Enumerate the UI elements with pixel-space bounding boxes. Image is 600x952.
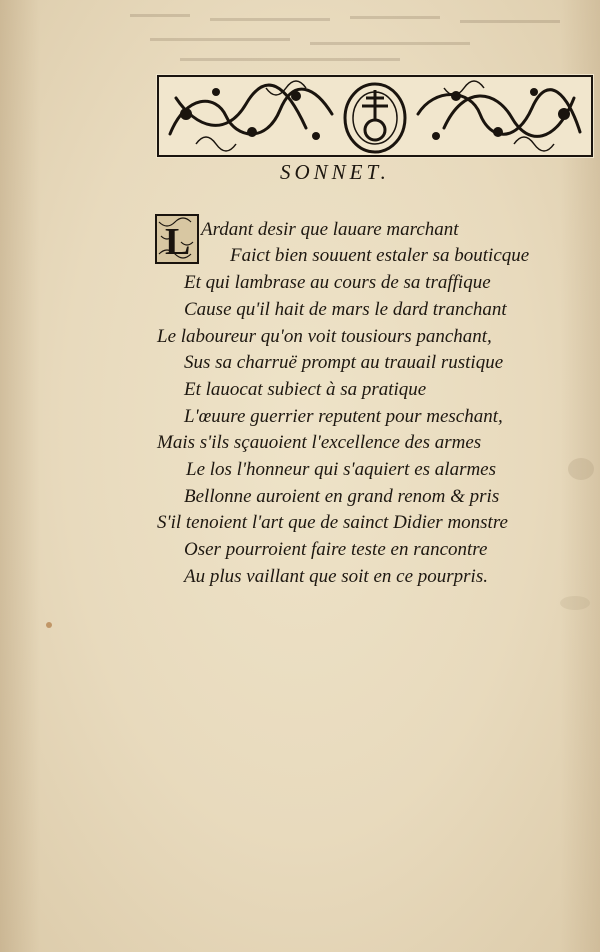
paper-stain: [46, 622, 52, 628]
paper-stain: [568, 458, 594, 480]
poem-line: Au plus vaillant que soit en ce pourpris.: [184, 566, 488, 587]
poem-line: Cause qu'il hait de mars le dard tranchant: [184, 299, 507, 320]
poem-line: Et lauocat subiect à sa pratique: [184, 379, 427, 400]
paper-stain: [560, 596, 590, 610]
poem-line: Le laboureur qu'on voit tousiours panchant,: [157, 326, 492, 347]
poem-line: S'il tenoient l'art que de sainct Didier monstre: [157, 512, 508, 533]
poem-line: Faict bien souuent estaler sa bouticque: [230, 245, 530, 266]
poem-line: Le los l'honneur qui s'aquiert es alarmes: [186, 459, 497, 480]
poem-line: Bellonne auroient en grand renom & pris: [184, 486, 500, 507]
poem-line: Ardant desir que lauare marchant: [201, 219, 459, 240]
drop-cap-letter: L: [165, 221, 191, 263]
poem-line: Oser pourroient faire teste en rancontre: [184, 539, 488, 560]
poem-line: Sus sa charruë prompt au trauail rustique: [184, 352, 504, 373]
poem-line: Mais s'ils sçauoient l'excellence des armes: [157, 432, 482, 453]
poem-line: Et qui lambrase au cours de sa traffique: [184, 272, 491, 293]
sonnet-title: SONNET.: [280, 160, 390, 184]
poem-line: L'œuure guerrier reputent pour meschant,: [184, 406, 503, 427]
